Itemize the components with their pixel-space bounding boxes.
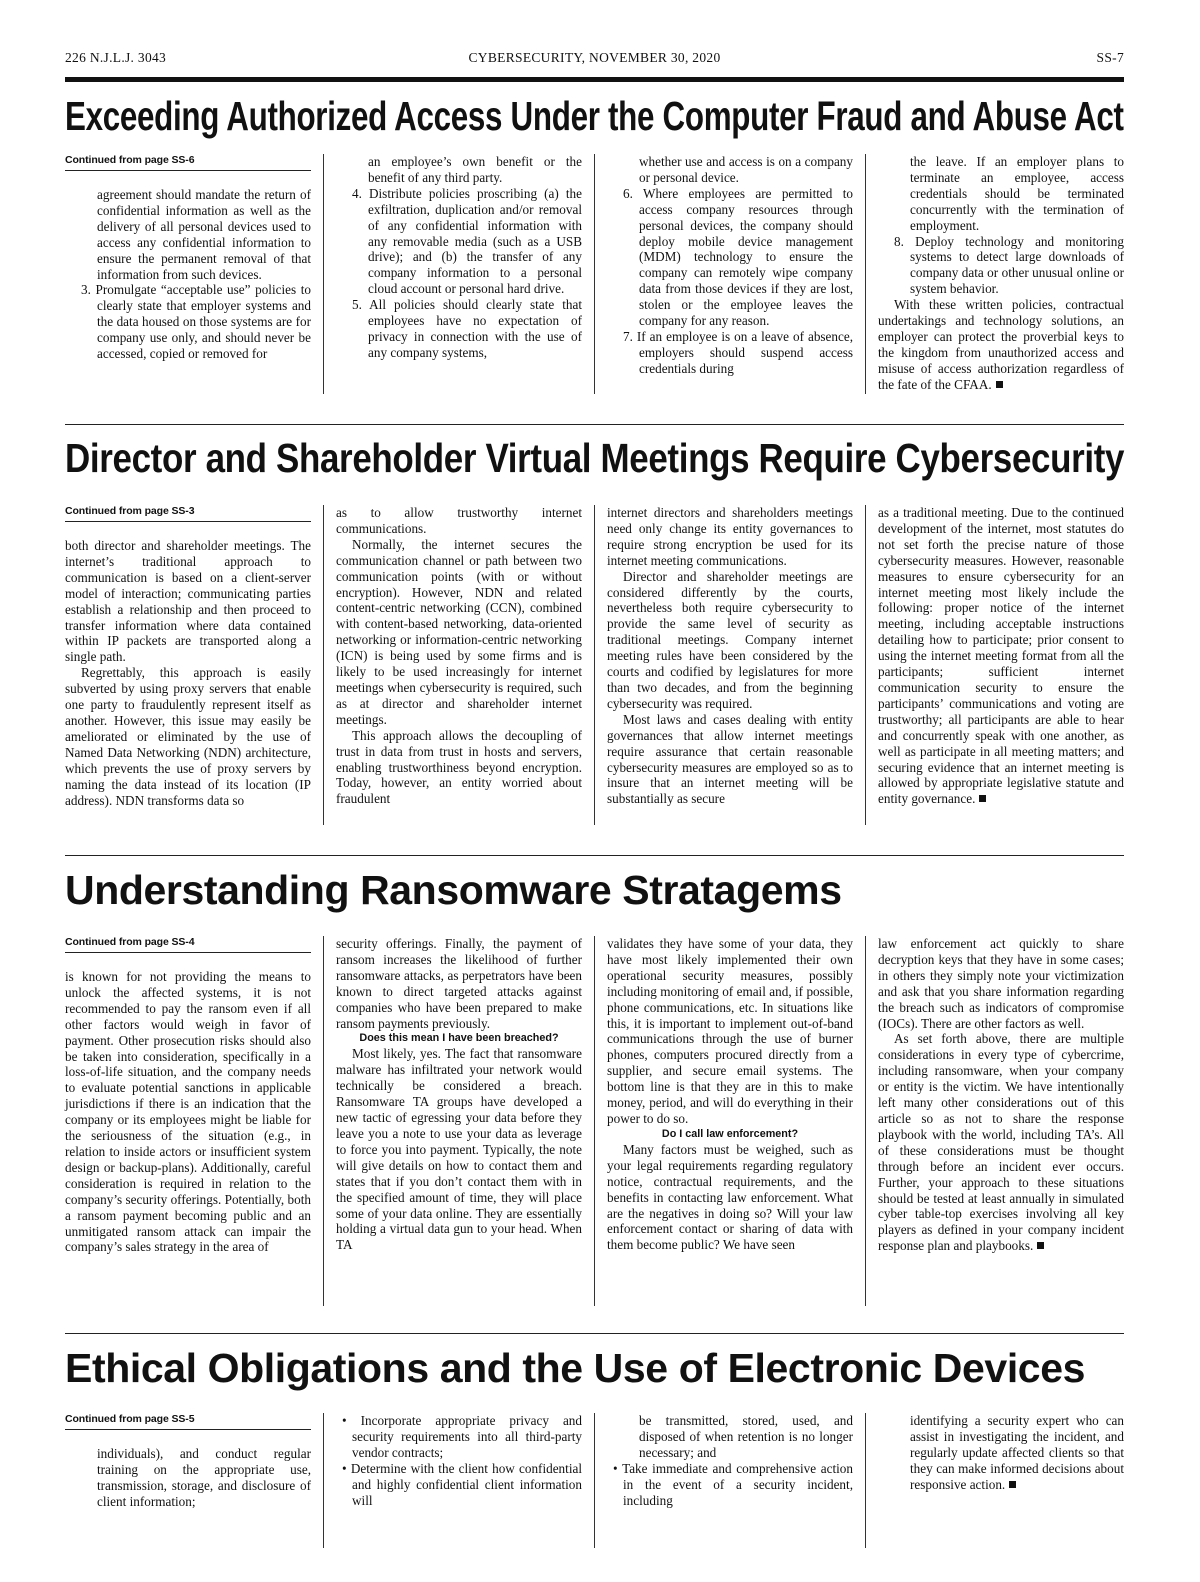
paragraph: whether use and access is on a company or personal device. [639,154,853,185]
column-rule [865,505,866,825]
paragraph: Regrettably, this approach is easily subverted by using proxy servers that enable one party to fraudulently represent itself as another. However, this issue may easily be ameliorated or eliminated by the use of Named Data Networking (NDN) architecture, which prevents the use of proxy servers by naming the data instead of its location (IP address). NDN transforms data so [65,665,311,808]
column-rule [323,936,324,1306]
column-rule [865,936,866,1306]
column-3 [607,505,853,807]
subheading: Do I call law enforcement? [661,1127,799,1140]
article-divider [65,1333,1124,1334]
list-item: 6. Where employees are permitted to access company resources through personal devices, the company should deploy mobile device management (MDM) technology to ensure the company can remotely wipe company data from those devices if they are lost, stolen or the employee leaves the company for any reason. [623,185,853,329]
article-body [65,505,1124,825]
paragraph-text: identifying a security expert who can assist in investigating the incident, and regularly update affected clients so that they can make informed decisions about responsive action. [910,1413,1124,1492]
column-rule [323,505,324,825]
bullet-item: • Incorporate appropriate privacy and security requirements into all third-party vendor contracts; [342,1413,582,1460]
article-headline: Director and Shareholder Virtual Meetings Require Cybersecurity [65,435,1125,481]
article-headline: Ethical Obligations and the Use of Electronic Devices [65,1345,1086,1391]
list-item: 4. Distribute policies proscribing (a) the exfiltration, duplication and/or removal of any confidential information with any removable media (such as a USB drive); and (b) the transfer of any company information to a personal cloud account or personal hard drive. [352,185,582,297]
column-1 [65,154,311,362]
paragraph [878,297,1124,392]
article-divider [65,855,1124,856]
column-rule [323,1413,324,1548]
header-rule [65,77,1124,82]
column-1 [65,505,311,808]
column-rule [594,1413,595,1548]
newspaper-page [65,0,1124,1582]
paragraph: Many factors must be weighed, such as your legal requirements regarding regulatory notice, contractual requirements, and the benefits in contacting law enforcement. What are the negatives in doing so? Will your law enforcement contact or sharing of data with them become public? We have seen [607,1141,853,1253]
column-rule [594,936,595,1306]
list-item: 5. All policies should clearly state that employees have no expectation of privacy in connection with the use of any company systems, [352,297,582,360]
list-item: 3. Promulgate “acceptable use” policies to clearly state that employer systems and the data housed on those systems are for company use only, and should never be accessed, copied or removed for [81,282,311,362]
end-mark [996,381,1003,388]
paragraph: Director and shareholder meetings are considered differently by the courts, nevertheless both require cybersecurity to provide the same level of security as traditional meetings. Company internet meeting rules have been considered by the courts and codified by legislatures for more than two decades, and from the beginning cybersecurity was required. [607,568,853,711]
paragraph: is known for not providing the means to unlock the affected systems, it is not recommended to pay the ransom even if all other factors would weigh in favor of payment. Other prosecution risks should also be taken into consideration, specifically in a loss-of-life situation, and the company needs to evaluate potential sanctions in applicable jurisdictions if there is an indication that the company or its employees might be liable for the seriousness of the situation (e.g., in relation to inside actors or insufficient system design or backup-plans). Additionally, careful consideration is required in relation to the company’s security offerings. Potentially, both a ransom payment becoming public and an unmitigated ransom attack can impair the company’s sales strategy in the area of [65,969,311,1255]
running-head [65,50,1124,66]
continued-line: Continued from page SS-3 [65,505,311,522]
paragraph: both director and shareholder meetings. The internet’s traditional approach to communication is based on a client-server model of interaction; communicating parties establish a relationship and then proceed to transfer information where data contained within IP packets are transported along a single path. [65,538,311,665]
column-3 [607,936,853,1253]
paragraph: the leave. If an employer plans to terminate an employee, access credentials should be terminated concurrently with the termination of employment. [910,154,1124,233]
paragraph [878,505,1124,807]
paragraph: agreement should mandate the return of confidential information as well as the delivery of all personal devices used to access any confidential information to ensure the permanent removal of that information from such devices. [97,187,311,282]
section-date: CYBERSECURITY, NOVEMBER 30, 2020 [468,50,721,65]
end-mark [1009,1481,1016,1488]
end-mark [979,795,986,802]
column-2 [336,505,582,807]
page-number: SS-7 [1096,50,1124,65]
citation: 226 N.J.L.J. 3043 [65,50,167,65]
article-body [65,936,1124,1306]
column-3 [607,154,853,377]
paragraph: security offerings. Finally, the payment of ransom increases the likelihood of further ransomware attacks, as perpetrators have been known to direct targeted attacks against companies who have been prepared to make ransom payments previously. [336,936,582,1031]
paragraph-text: as a traditional meeting. Due to the continued development of the internet, most statutes do not set forth the precise nature of those cybersecurity measures. However, reasonable measures to ensure cybersecurity for an internet meeting most likely include the following: proper notice of the internet meeting, including acceptable instructions detailing how to participate; prior consent to using the internet meeting format from all the participants; sufficient internet communication security to ensure the participants’ communications and voting are trustworthy; all participants are able to hear and concurrently speak with one another, as well as participate in all meeting matters; and securing evidence that an internet meeting is allowed by appropriate legislative statute and entity governance. [878,505,1124,807]
column-2 [336,1413,582,1508]
article-body [65,154,1124,394]
paragraph: as to allow trustworthy internet communications. [336,505,582,536]
end-mark [1037,1242,1044,1249]
article-headline: Understanding Ransomware Stratagems [65,867,842,913]
paragraph: be transmitted, stored, used, and disposed of when retention is no longer necessary; and [639,1413,853,1460]
paragraph: law enforcement act quickly to share decryption keys that they have in some cases; in others they simply note your victimization and ask that you share information regarding the breach such as indicators of compromise (IOCs). There are other factors as well. [878,936,1124,1031]
column-3 [607,1413,853,1508]
column-rule [323,154,324,394]
paragraph: Normally, the internet secures the communication channel or path between two communication points (with or without encryption). However, NDN and related content-centric networking (CCN), combined with content-based networking, data-oriented networking or information-centric networking (ICN) is being used by some firms and is likely to be used increasingly for internet meetings when cybersecurity is required, such as at director and shareholder internet meetings. [336,536,582,727]
paragraph [878,1031,1124,1254]
column-1 [65,1413,311,1510]
continued-line: Continued from page SS-5 [65,1413,311,1430]
paragraph: individuals), and conduct regular training on the appropriate use, transmission, storage, and disclosure of client information; [97,1446,311,1509]
subheading: Does this mean I have been breached? [359,1032,559,1045]
continued-line: Continued from page SS-4 [65,936,311,953]
column-4 [878,1413,1124,1493]
bullet-item: • Determine with the client how confidential and highly confidential client information will [342,1460,582,1508]
paragraph: Most likely, yes. The fact that ransomware malware has infiltrated your network would technically be considered a breach. Ransomware TA groups have developed a new tactic of egressing your data before they leave you a note to use your data as leverage to force you into payment. Typically, the note will give details on how to contact them and states that if you don’t contact them with in the specified amount of time, they will place some of your data online. They are essentially holding a virtual data gun to your head. When TA [336,1046,582,1253]
paragraph-text: As set forth above, there are multiple considerations in every type of cybercrime, including ransomware, when your company or entity is the victim. We have intentionally left many other considerations out of this article so as not to share the response playbook with the world, including TA’s. All of these considerations must be thought through before an incident ever occurs. Further, your approach to these situations should be tested at least annually in simulated cyber table-top exercises involving all key players as defined in your company incident response plan and playbooks. [878,1031,1124,1254]
paragraph: validates they have some of your data, they have most likely implemented their own operational security measures, possibly including monitoring of email and, if possible, phone communications, etc. In situations like this, it is important to implement out-of-band communications through the use of burner phones, computers procured directly from a supplier, and secure email systems. The bottom line is that they are in this to make money, period, and will do everything in their power to do so. [607,936,853,1126]
column-4 [878,154,1124,393]
column-4 [878,936,1124,1254]
article-body [65,1413,1124,1548]
paragraph-text: With these written policies, contractual undertakings and technology solutions, an employer can protect the proverbial keys to the kingdom from unauthorized access and misuse of access authorization regardless of the fate of the CFAA. [878,297,1124,392]
bullet-item: • Take immediate and comprehensive action in the event of a security incident, including [613,1460,853,1508]
column-rule [594,154,595,394]
article-headline: Exceeding Authorized Access Under the Computer Fraud and Abuse Act [65,93,1124,139]
paragraph: This approach allows the decoupling of trust in data from trust in hosts and servers, enabling trustworthiness beyond encryption. Today, however, an entity worried about fraudulent [336,727,582,807]
continued-line: Continued from page SS-6 [65,154,311,171]
paragraph: Most laws and cases dealing with entity governances that allow internet meetings require assurance that certain reasonable cybersecurity measures are employed so as to insure that an internet meeting will be substantially as secure [607,711,853,807]
column-2 [336,154,582,361]
list-item: 7. If an employee is on a leave of absence, employers should suspend access credentials during [623,328,853,376]
column-rule [865,154,866,394]
paragraph [878,1413,1124,1493]
paragraph: internet directors and shareholders meetings need only change its entity governances to require strong encryption be used for its internet meeting communications. [607,505,853,568]
column-2 [336,936,582,1253]
column-1 [65,936,311,1255]
article-divider [65,424,1124,425]
column-rule [865,1413,866,1548]
column-rule [594,505,595,825]
paragraph: an employee’s own benefit or the benefit of any third party. [368,154,582,185]
column-4 [878,505,1124,807]
list-item: 8. Deploy technology and monitoring systems to detect large downloads of company data or other unusual online or system behavior. [894,233,1124,297]
